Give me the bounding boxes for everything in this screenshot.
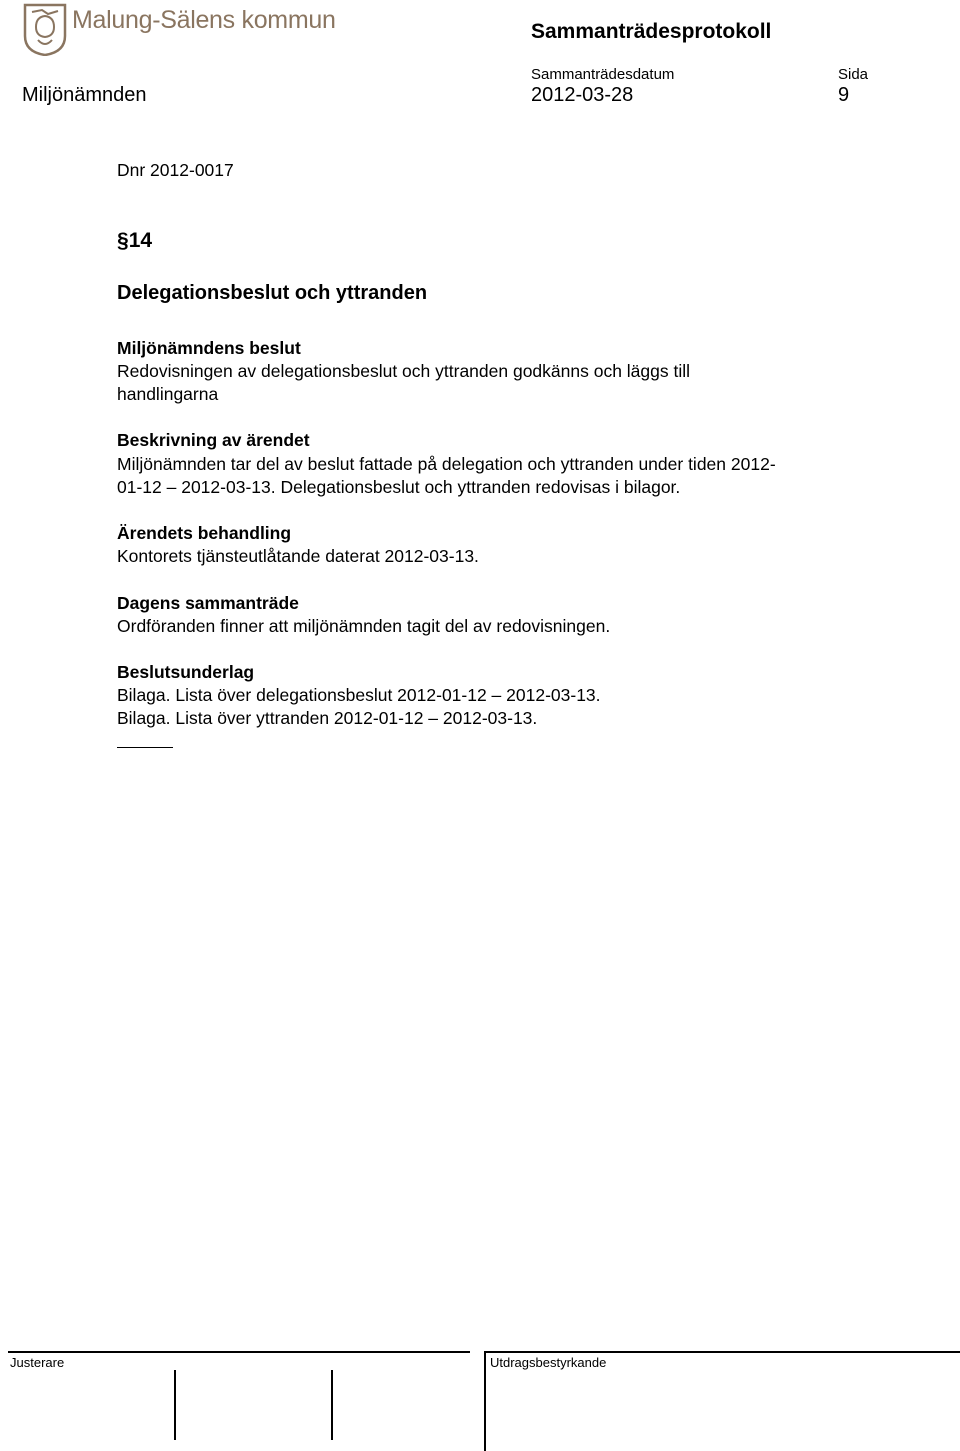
description-heading: Beskrivning av ärendet xyxy=(117,430,310,450)
page-label: Sida xyxy=(838,66,869,83)
case-number: Dnr 2012-0017 xyxy=(117,160,234,180)
municipality-logo xyxy=(22,2,68,56)
extract-certification-label: Utdragsbestyrkande xyxy=(490,1355,607,1370)
end-rule xyxy=(117,747,173,748)
decision-heading: Miljönämndens beslut xyxy=(117,338,301,358)
description-text-line2: 01-12 – 2012-03-13. Delegationsbeslut och yttranden redovisas i bilagor. xyxy=(117,477,681,497)
signature-divider-1 xyxy=(174,1370,176,1440)
meeting-heading: Dagens sammanträde xyxy=(117,593,299,613)
logo-text: Malung-Sälens kommun xyxy=(72,6,336,34)
basis-heading: Beslutsunderlag xyxy=(117,662,255,682)
footer-rule-left xyxy=(8,1351,470,1353)
date-label: Sammanträdesdatum xyxy=(531,66,675,83)
basis-item-1: Bilaga. Lista över delegationsbeslut 2012-01-12 – 2012-03-13. xyxy=(117,685,601,705)
handling-text: Kontorets tjänsteutlåtande daterat 2012-03-13. xyxy=(117,546,479,566)
signature-divider-3 xyxy=(484,1353,486,1451)
handling-heading: Ärendets behandling xyxy=(117,523,292,543)
basis-item-2: Bilaga. Lista över yttranden 2012-01-12 – 2012-03-13. xyxy=(117,708,538,728)
paragraph-sign: § xyxy=(117,229,129,252)
case-title: Delegationsbeslut och yttranden xyxy=(117,282,428,304)
description-text-line1: Miljönämnden tar del av beslut fattade på delegation och yttranden under tiden 2012- xyxy=(117,454,776,474)
section-number: §14 xyxy=(117,229,153,252)
adjusters-label: Justerare xyxy=(10,1355,65,1370)
document-title: Sammanträdesprotokoll xyxy=(531,20,772,43)
signature-divider-2 xyxy=(331,1370,333,1440)
footer-rule-right xyxy=(484,1351,960,1353)
decision-text-line2: handlingarna xyxy=(117,384,219,404)
meeting-text: Ordföranden finner att miljönämnden tagit del av redovisningen. xyxy=(117,616,611,636)
committee-name: Miljönämnden xyxy=(22,84,147,106)
meeting-date: 2012-03-28 xyxy=(531,84,634,106)
decision-text-line1: Redovisningen av delegationsbeslut och yttranden godkänns och läggs till xyxy=(117,361,691,381)
page-number: 9 xyxy=(838,84,850,106)
